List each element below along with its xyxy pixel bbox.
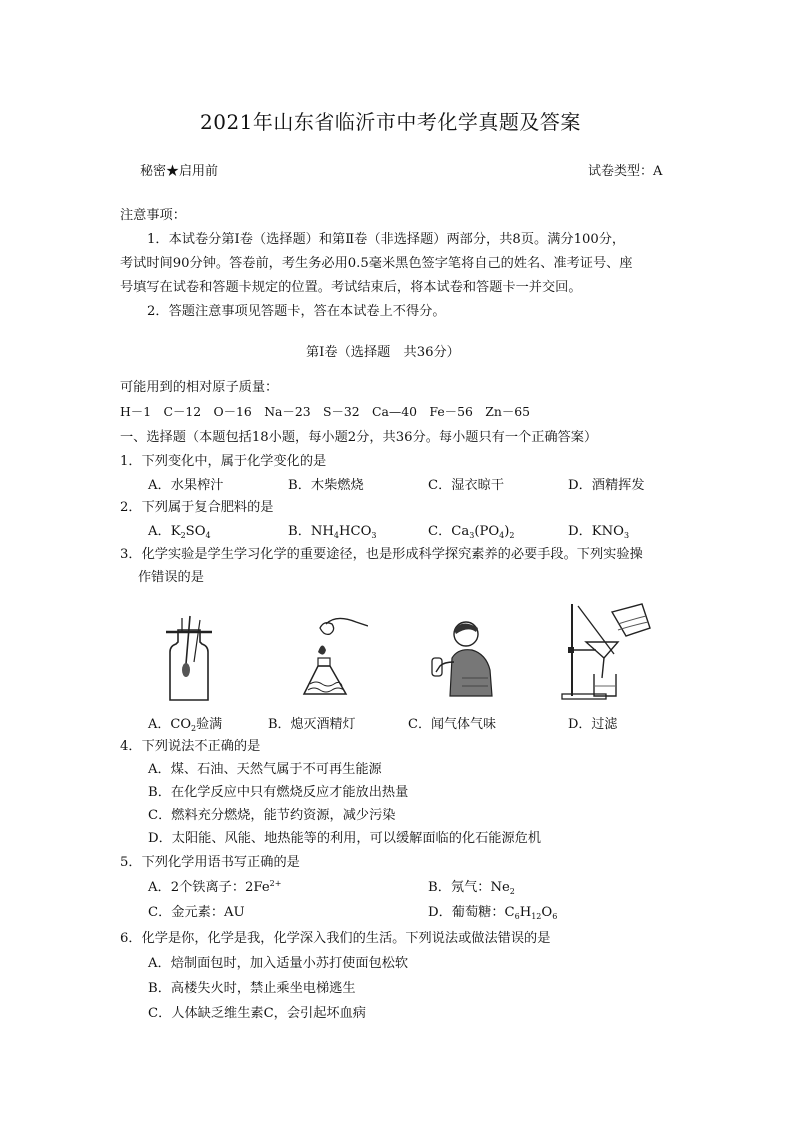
- q3-stem-line-1: 3．化学实验是学生学习化学的重要途径，也是形成科学探究素养的必要手段。下列实验操: [120, 547, 643, 562]
- alcohol-lamp-figure: [296, 614, 368, 696]
- notice-line-1: 1．本试卷分第Ⅰ卷（选择题）和第Ⅱ卷（非选择题）两部分，共8页。满分100分，: [147, 232, 626, 247]
- q6-option-c: C．人体缺乏维生素C，会引起坏血病: [148, 1006, 366, 1021]
- co2-test-figure: [160, 612, 220, 702]
- q4-option-a: A．煤、石油、天然气属于不可再生能源: [148, 762, 382, 777]
- q4-option-d: D．太阳能、风能、地热能等的利用，可以缓解面临的化石能源危机: [148, 831, 542, 846]
- q2-option-b: B．$NH_4HCO_3$: [288, 524, 377, 540]
- atomic-mass-list: H－1 C－12 O－16 Na－23 S－32 Ca—40 Fe－56 Zn－65: [120, 404, 530, 419]
- q1-option-b: B．木柴燃烧: [288, 478, 364, 493]
- q5-option-b: B．氖气：$Ne_2$: [428, 880, 515, 896]
- q2-stem: 2．下列属于复合肥料的是: [120, 500, 274, 515]
- q5-option-c: C．金元素：AU: [148, 905, 245, 920]
- page-title: 2021年山东省临沂市中考化学真题及答案: [200, 110, 581, 134]
- q5-option-a: A．2个铁离子：$2Fe^{2+}$: [148, 879, 282, 895]
- filtration-figure: [558, 602, 654, 702]
- notice-line-2: 考试时间90分钟。答卷前，考生务必用0.5毫米黑色签字笔将自己的姓名、准考证号、座: [120, 256, 633, 271]
- q1-stem: 1．下列变化中，属于化学变化的是: [120, 454, 327, 469]
- paper-type-label: 试卷类型：A: [588, 164, 663, 179]
- q4-stem: 4．下列说法不正确的是: [120, 739, 261, 754]
- q5-option-d: D．葡萄糖：$C_6H_{12}O_6$: [428, 905, 558, 921]
- q3-option-c: C．闻气体气味: [408, 717, 496, 732]
- q6-option-b: B．高楼失火时，禁止乘坐电梯逃生: [148, 981, 356, 996]
- section-title: 第Ⅰ卷（选择题 共36分）: [306, 345, 460, 360]
- q2-option-a: A．$K_2SO_4$: [148, 524, 211, 540]
- q3-option-b: B．熄灭酒精灯: [268, 717, 356, 732]
- notice-heading: 注意事项：: [120, 208, 186, 223]
- q3-option-d: D．过滤: [568, 717, 618, 732]
- q1-option-c: C．湿衣晾干: [428, 478, 505, 493]
- atomic-mass-heading: 可能用到的相对原子质量：: [120, 380, 279, 395]
- q6-stem: 6．化学是你，化学是我，化学深入我们的生活。下列说法或做法错误的是: [120, 931, 551, 946]
- confidential-label: 秘密★启用前: [140, 164, 219, 179]
- notice-line-3: 号填写在试卷和答题卡规定的位置。考试结束后，将本试卷和答题卡一并交回。: [120, 280, 582, 295]
- q3-stem-line-2: 作错误的是: [138, 570, 204, 585]
- q3-option-a: A．$CO_2$验满: [148, 717, 223, 733]
- q2-option-c: C．$Ca_3(PO_4)_2$: [428, 524, 515, 540]
- q4-option-c: C．燃料充分燃烧，能节约资源，减少污染: [148, 808, 396, 823]
- smell-gas-figure: [428, 618, 496, 698]
- part1-heading: 一、选择题（本题包括18小题，每小题2分，共36分。每小题只有一个正确答案）: [120, 430, 598, 445]
- notice-line-4: 2．答题注意事项见答题卡，答在本试卷上不得分。: [147, 304, 446, 319]
- q4-option-b: B．在化学反应中只有燃烧反应才能放出热量: [148, 785, 409, 800]
- q1-option-d: D．酒精挥发: [568, 478, 645, 493]
- q5-stem: 5．下列化学用语书写正确的是: [120, 855, 300, 870]
- q1-option-a: A．水果榨汁: [148, 478, 224, 493]
- q2-option-d: D．$KNO_3$: [568, 524, 630, 540]
- q6-option-a: A．焙制面包时，加入适量小苏打使面包松软: [148, 956, 409, 971]
